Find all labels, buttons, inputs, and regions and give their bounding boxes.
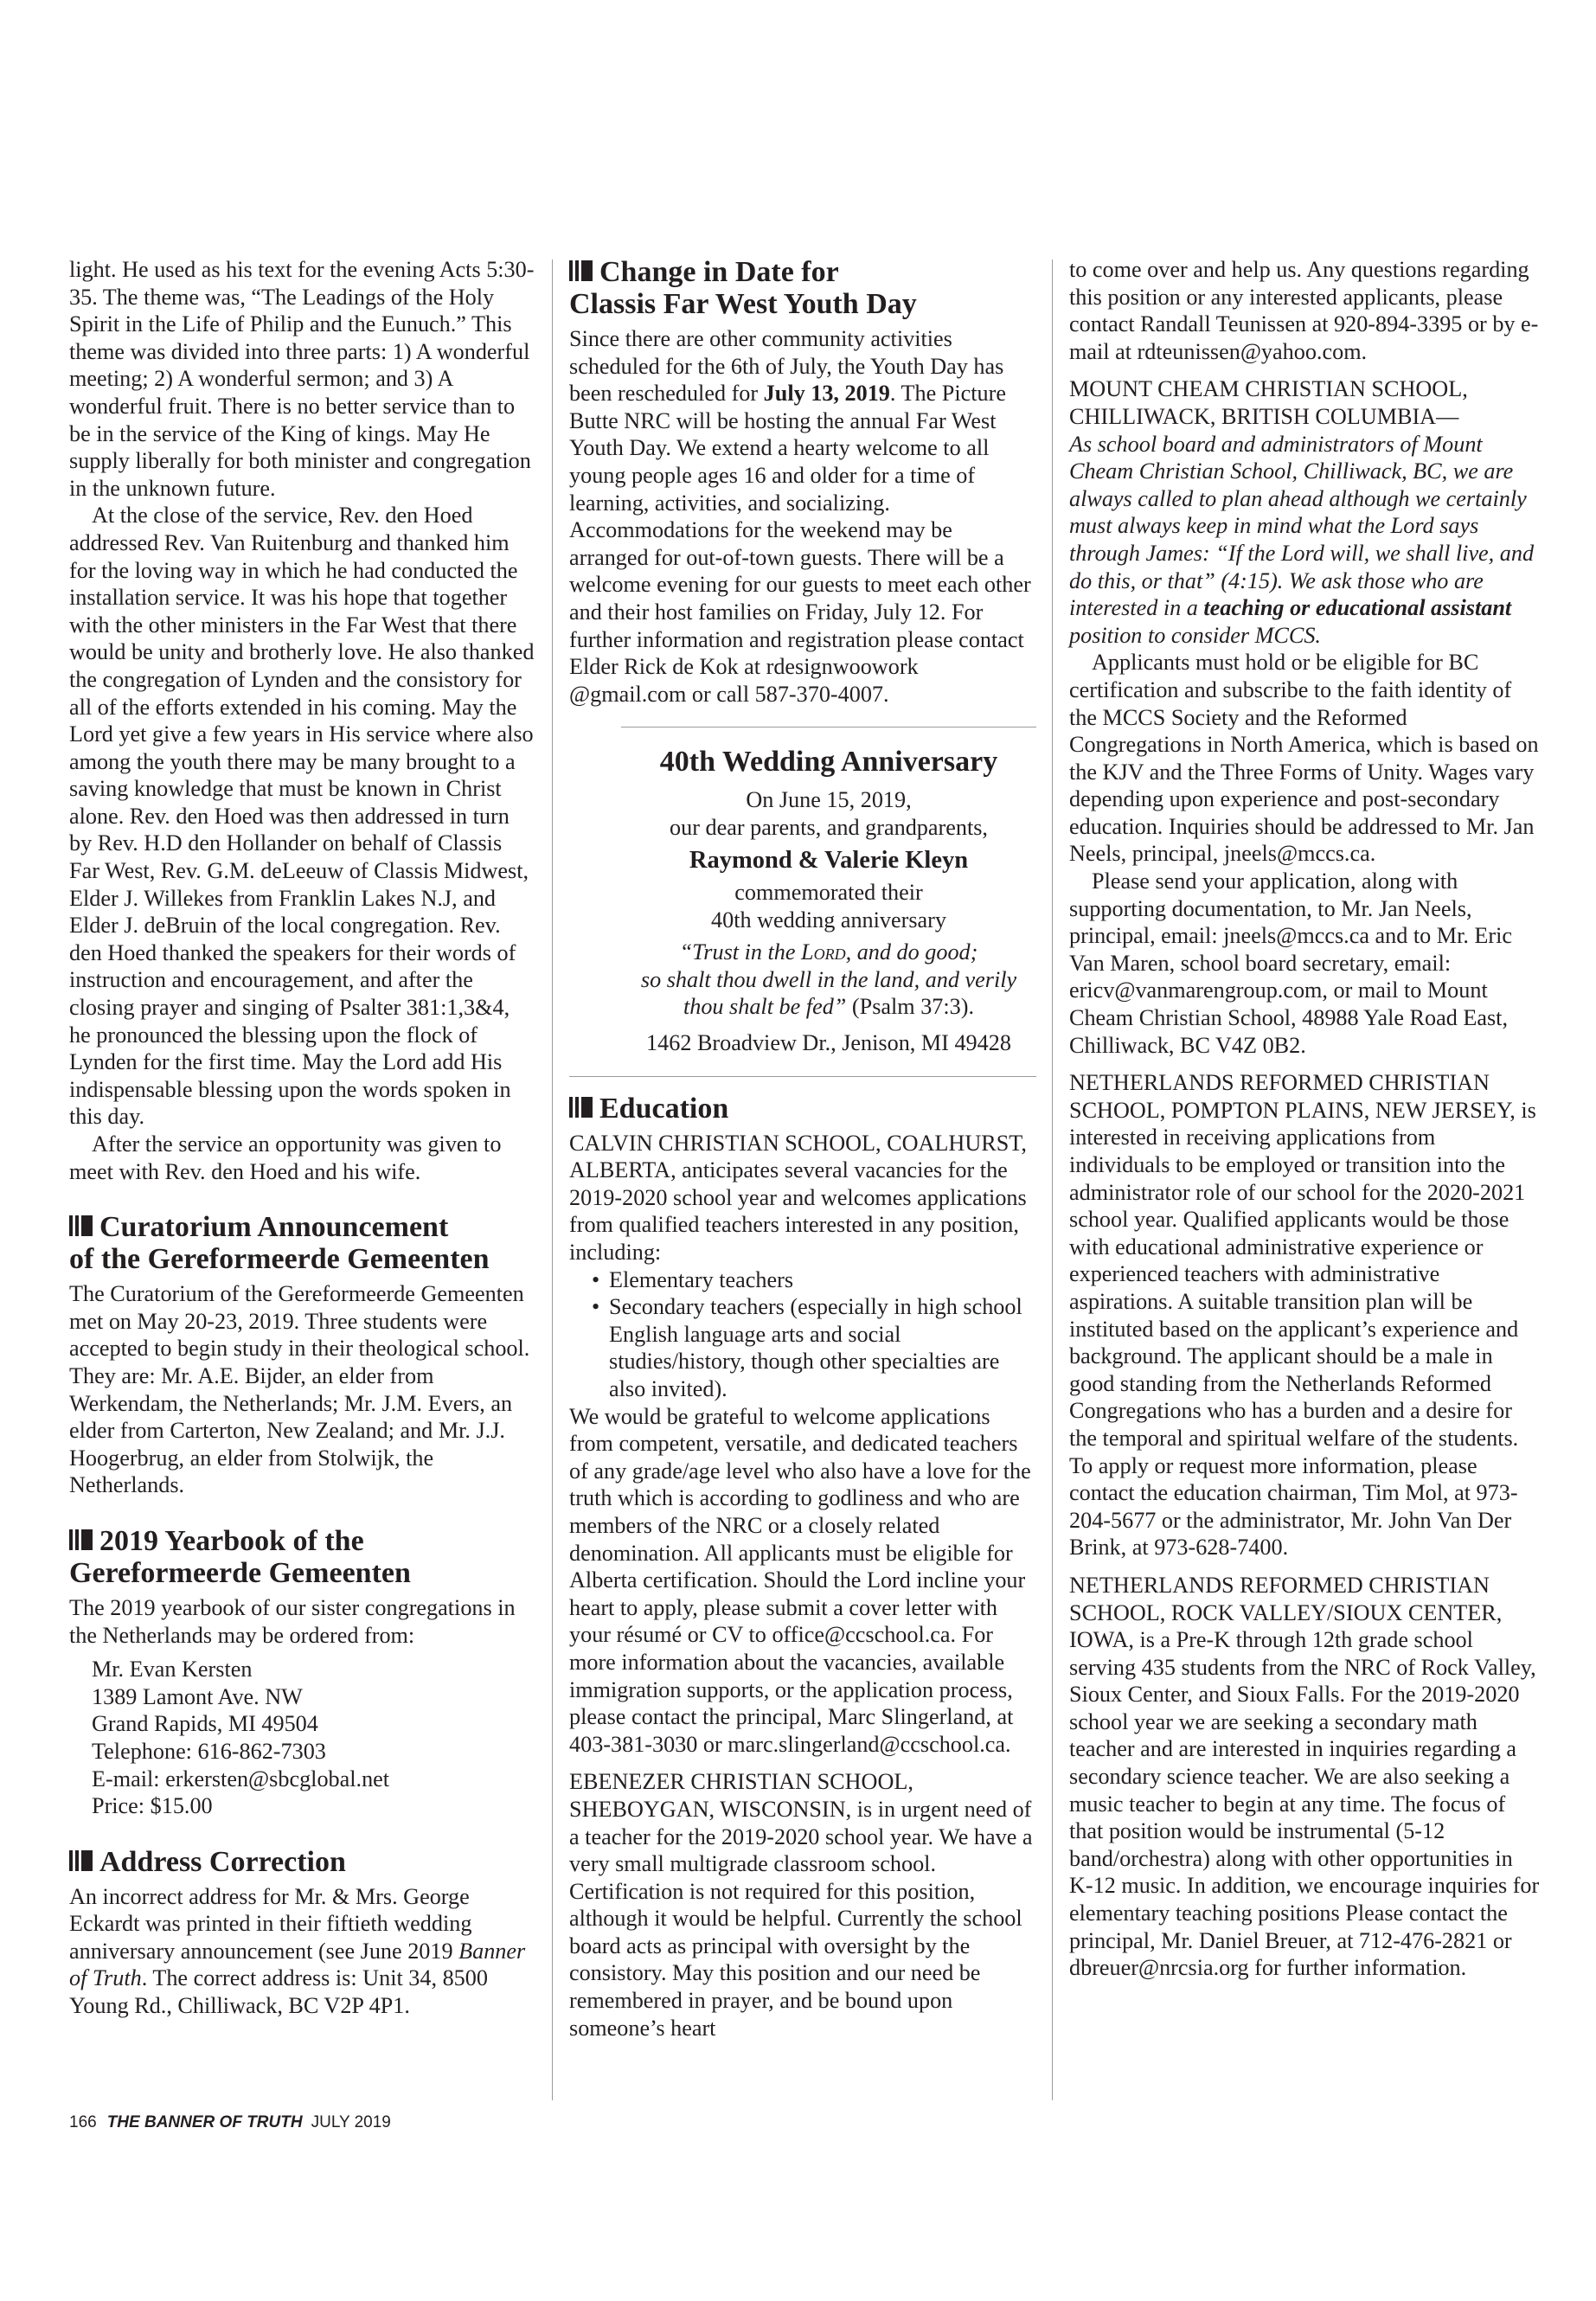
youth-day-date: July 13, 2019 bbox=[763, 381, 890, 407]
yearbook-body: The 2019 yearbook of our sister congregations in the Netherlands may be ordered from: bbox=[69, 1594, 516, 1648]
mount-cheam-position: teaching or educational assistant bbox=[1203, 595, 1512, 621]
anniversary-title: 40th Wedding Anniversary bbox=[659, 746, 998, 779]
address-line: Grand Rapids, MI 49504 bbox=[92, 1711, 318, 1737]
address-line: Mr. Evan Kersten bbox=[92, 1657, 253, 1682]
installation-paragraph-2: At the close of the service, Rev. den Hoed addressed Rev. Van Ruitenburg and thanked him for the loving way in which he had conducted the installation service. It was his hope that together with the other ministers in the Far West that there would be unity and brotherly love. He also thanked the congregation of Lynden and the consistory for all of the efforts extended in his coming. May the Lord yet give a few years in His service where also among the youth there may be many brought to a saving knowledge that must be known in Christ alone. Rev. den Hoed was then addressed in turn by Rev. H.D den Hollander on behalf of Classis Far West, Rev. G.M. deLeeuw of Classis Midwest, Elder J. Willekes from Franklin Lakes N.J, and Elder J. deBruin of the local congregation. Rev. den Hoed thanked the speakers for their words of instruction and encouragement, and after the closing prayer and singing of Psalter 381:1,3&4, he pronounced the blessing upon the flock of Lynden for the first time. May the Lord add His indispensable blessing upon the words spoken in this day. bbox=[69, 503, 535, 1130]
column-3 bbox=[1069, 256, 1540, 1982]
price-line: Price: $15.00 bbox=[92, 1793, 213, 1819]
list-item: • Elementary teachers bbox=[592, 1266, 1036, 1294]
anniversary-announcement bbox=[621, 745, 1036, 1056]
calvin-school-body: We would be grateful to welcome applications from competent, versatile, and dedicated teachers of any grade/age level who also have a love for the truth which is according to godliness and who are members of the NRC or a closely related denomination. All applicants must be eligible for Alberta certification. Should the Lord incline your heart to apply, please submit a cover letter with your résumé or CV to office@ccschool.ca. For more information about the vacancies, available immigration supports, or the application process, please contact the principal, Marc Slingerland, at 403-381-3030 or marc.slingerland@ccschool.ca. bbox=[569, 1403, 1031, 1757]
anniversary-quote bbox=[621, 939, 1036, 1021]
curatorium-heading-line-1: Curatorium Announcement bbox=[99, 1211, 449, 1244]
page-footer bbox=[69, 2113, 391, 2132]
anniversary-date-line: On June 15, 2019, bbox=[746, 787, 912, 813]
anniversary-address: 1462 Broadview Dr., Jenison, MI 49428 bbox=[646, 1030, 1011, 1056]
rock-valley-notice: NETHERLANDS REFORMED CHRISTIAN SCHOOL, ROCK VALLEY/SIOUX CENTER, IOWA, is a Pre-K through 12th grade school serving 435 students from the NRC of Rock Valley, Sioux Center, and Sioux Falls. For the 2019-2020 school year we are seeking a secondary math teacher and are interested in inquiries regarding a secondary science teacher. We are also seeking a music teacher to begin at any time. The focus of that position would be instrumental (5-12 band/orchestra) along with other opportunities in K-12 music. In addition, we encourage inquiries for elementary teaching positions Please contact the principal, Mr. Daniel Breuer, at 712-476-2821 or dbreuer@nrcsia.org for further information. bbox=[1069, 1572, 1540, 1981]
anniversary-commemoration-1: commemorated their bbox=[734, 880, 923, 906]
quote-text: , and do good; bbox=[845, 939, 978, 965]
column-1 bbox=[69, 256, 536, 2020]
youth-day-text-b: . The Picture Butte NRC will be hosting the annual Far West Youth Day. We extend a hearty welcome to all young people ages 16 and older for a time of learning, activities, and socializing. Accommodations for the weekend may be arranged for out-of-town guests. There will be a welcome evening for our guests to meet each other and their host families on Friday, July 12. For further information and registration please contact Elder Rick de Kok at rdesignwoowork @gmail.com or call 587-370-4007. bbox=[569, 381, 1031, 707]
quote-reference: (Psalm 37:3). bbox=[846, 994, 975, 1020]
youth-day-body bbox=[569, 325, 1036, 708]
section-bars-icon bbox=[69, 1215, 93, 1236]
youth-day-heading-line-1: Change in Date for bbox=[599, 256, 839, 288]
issue-date: JULY 2019 bbox=[311, 2113, 391, 2131]
page-number: 166 bbox=[69, 2113, 97, 2131]
horizontal-rule bbox=[569, 1076, 1036, 1077]
quote-text: so shalt thou dwell in the land, and verily bbox=[640, 966, 1017, 992]
installation-paragraph-1: light. He used as his text for the evening Acts 5:30-35. The theme was, “The Leadings of the Holy Spirit in the Life of Philip and the Eunuch.” This theme was divided into three parts: 1) A wonderful meeting; 2) A wonderful sermon; and 3) A wonderful fruit. There is no better service than to be in the service of the King of kings. May He supply liberally for both minister and congregation in the unknown future. bbox=[69, 257, 535, 501]
pompton-plains-notice: NETHERLANDS REFORMED CHRISTIAN SCHOOL, POMPTON PLAINS, NEW JERSEY, is interested in receiving applications from individuals to be employed or transition into the administrator role of our school for the 2020-2021 school year. Qualified applicants would be those with educational administrative experience or experienced teachers with administrative aspirations. A suitable transition plan will be instituted based on the applicant’s experience and background. The applicant should be a male in good standing from the Netherlands Reformed Congregations who has a burden and a desire for the temporal and spiritual welfare of the students. To apply or request more information, please contact the education chairman, Tim Mol, at 973-204-5677 or the administrator, Mr. John Van Der Brink, at 973-628-7400. bbox=[1069, 1070, 1536, 1561]
mount-cheam-application: Please send your application, along with supporting documentation, to Mr. Jan Neels, principal, email: jneels@mccs.ca and to Mr. Eric Van Maren, school board secretary, email: ericv@vanmarengroup.com, or mail to Mount Cheam Christian School, 48988 Yale Road East, Chilliwack, BC V4Z 0B2. bbox=[1069, 868, 1513, 1058]
mount-cheam-intro-b: position to consider MCCS. bbox=[1069, 622, 1321, 648]
mount-cheam-heading: MOUNT CHEAM CHRISTIAN SCHOOL, CHILLIWACK, BRITISH COLUMBIA— bbox=[1069, 376, 1468, 429]
magazine-title: THE BANNER OF TRUTH bbox=[106, 2113, 303, 2131]
education-heading-text: Education bbox=[599, 1092, 729, 1125]
section-bars-icon bbox=[69, 1529, 93, 1550]
yearbook-heading-line-2: Gereformeerde Gemeenten bbox=[69, 1556, 411, 1589]
quote-text: thou shalt be fed” bbox=[683, 994, 847, 1020]
yearbook-heading bbox=[69, 1525, 536, 1589]
address-correction-heading-text: Address Correction bbox=[99, 1845, 346, 1878]
column-divider bbox=[1052, 260, 1053, 2100]
section-bars-icon bbox=[569, 1097, 593, 1118]
address-correction-heading bbox=[69, 1846, 536, 1878]
mount-cheam-intro-a: As school board and administrators of Mount Cheam Christian School, Chilliwack, BC, we are always called to plan ahead although we certainly must always keep in mind what the Lord says through James: “If the Lord will, we shall live, and do this, or that” (4:15). We ask those who are interested in a bbox=[1069, 431, 1535, 621]
installation-paragraph-3: After the service an opportunity was given to meet with Rev. den Hoed and his wife. bbox=[69, 1131, 502, 1184]
youth-day-text-a: Since there are other community activities scheduled for the 6th of July, the Youth Day has been rescheduled for bbox=[569, 326, 1004, 407]
curatorium-body: The Curatorium of the Gereformeerde Gemeenten met on May 20-23, 2019. Three students were accepted to begin study in their theological school. They are: Mr. A.E. Bijder, an elder from Werkendam, the Netherlands; Mr. J.M. Evers, an elder from Carterton, New Zealand; and Mr. J.J. Hoogerbrug, an elder from Stolwijk, the Netherlands. bbox=[69, 1281, 530, 1498]
email-line: E-mail: erkersten@sbcglobal.net bbox=[92, 1766, 390, 1791]
education-heading bbox=[569, 1093, 1036, 1125]
anniversary-commemoration-2: 40th wedding anniversary bbox=[711, 907, 946, 933]
calvin-school-intro: CALVIN CHRISTIAN SCHOOL, COALHURST, ALBERTA, anticipates several vacancies for the 2019-2020 school year and welcomes applications from qualified teachers interested in any position, including: bbox=[569, 1130, 1027, 1266]
anniversary-relation-line: our dear parents, and grandparents, bbox=[670, 814, 988, 840]
list-item: • Secondary teachers (especially in high school English language arts and social studies/history, though other specialties are also invited). bbox=[592, 1293, 1036, 1402]
youth-day-heading-line-2: Classis Far West Youth Day bbox=[569, 288, 917, 320]
address-correction-text-a: An incorrect address for Mr. & Mrs. George Eckardt was printed in their fiftieth wedding anniversary announcement (see June 2019 bbox=[69, 1883, 472, 1964]
column-divider bbox=[552, 260, 553, 2100]
curatorium-heading bbox=[69, 1211, 536, 1275]
youth-day-heading bbox=[569, 256, 1036, 320]
address-correction-title: Banner of Truth bbox=[69, 1938, 526, 1991]
quote-lord: Lord bbox=[801, 939, 846, 965]
anniversary-names: Raymond & Valerie Kleyn bbox=[689, 846, 969, 874]
position-list bbox=[569, 1266, 1036, 1403]
address-line: 1389 Lamont Ave. NW bbox=[92, 1683, 303, 1709]
address-correction-body bbox=[69, 1883, 536, 2020]
address-correction-text-b: . The correct address is: Unit 34, 8500 Young Rd., Chilliwack, BC V2P 4P1. bbox=[69, 1965, 488, 2019]
curatorium-heading-line-2: of the Gereformeerde Gemeenten bbox=[69, 1243, 490, 1276]
section-bars-icon bbox=[569, 260, 593, 281]
column-2 bbox=[569, 256, 1036, 2041]
mount-cheam-intro bbox=[1069, 431, 1540, 650]
section-bars-icon bbox=[69, 1850, 93, 1871]
telephone-line: Telephone: 616-862-7303 bbox=[92, 1738, 326, 1764]
ebenezer-school-body: EBENEZER CHRISTIAN SCHOOL, SHEBOYGAN, WISCONSIN, is in urgent need of a teacher for the 2019-2020 school year. We have a very small multigrade classroom school. Certification is not required for this position, although it would be helpful. Currently the school board acts as principal with oversight by the consistory. May this position and our need be remembered in prayer, and be bound upon someone’s heart bbox=[569, 1769, 1033, 2041]
ebenezer-continued: to come over and help us. Any questions regarding this position or any interested applicants, please contact Randall Teunissen at 920-894-3395 or by e-mail at rdteunissen@yahoo.com. bbox=[1069, 257, 1539, 364]
yearbook-heading-line-1: 2019 Yearbook of the bbox=[99, 1524, 364, 1557]
quote-text: “Trust in the bbox=[679, 939, 802, 965]
mount-cheam-requirements: Applicants must hold or be eligible for BC certification and subscribe to the faith identity of the MCCS Society and the Reformed Congregations in North America, which is based on the KJV and the Three Forms of Unity. Wages vary depending upon experience and post-secondary education. Inquiries should be addressed to Mr. Jan Neels, principal, jneels@mccs.ca. bbox=[1069, 650, 1539, 867]
yearbook-order-address bbox=[92, 1656, 536, 1820]
